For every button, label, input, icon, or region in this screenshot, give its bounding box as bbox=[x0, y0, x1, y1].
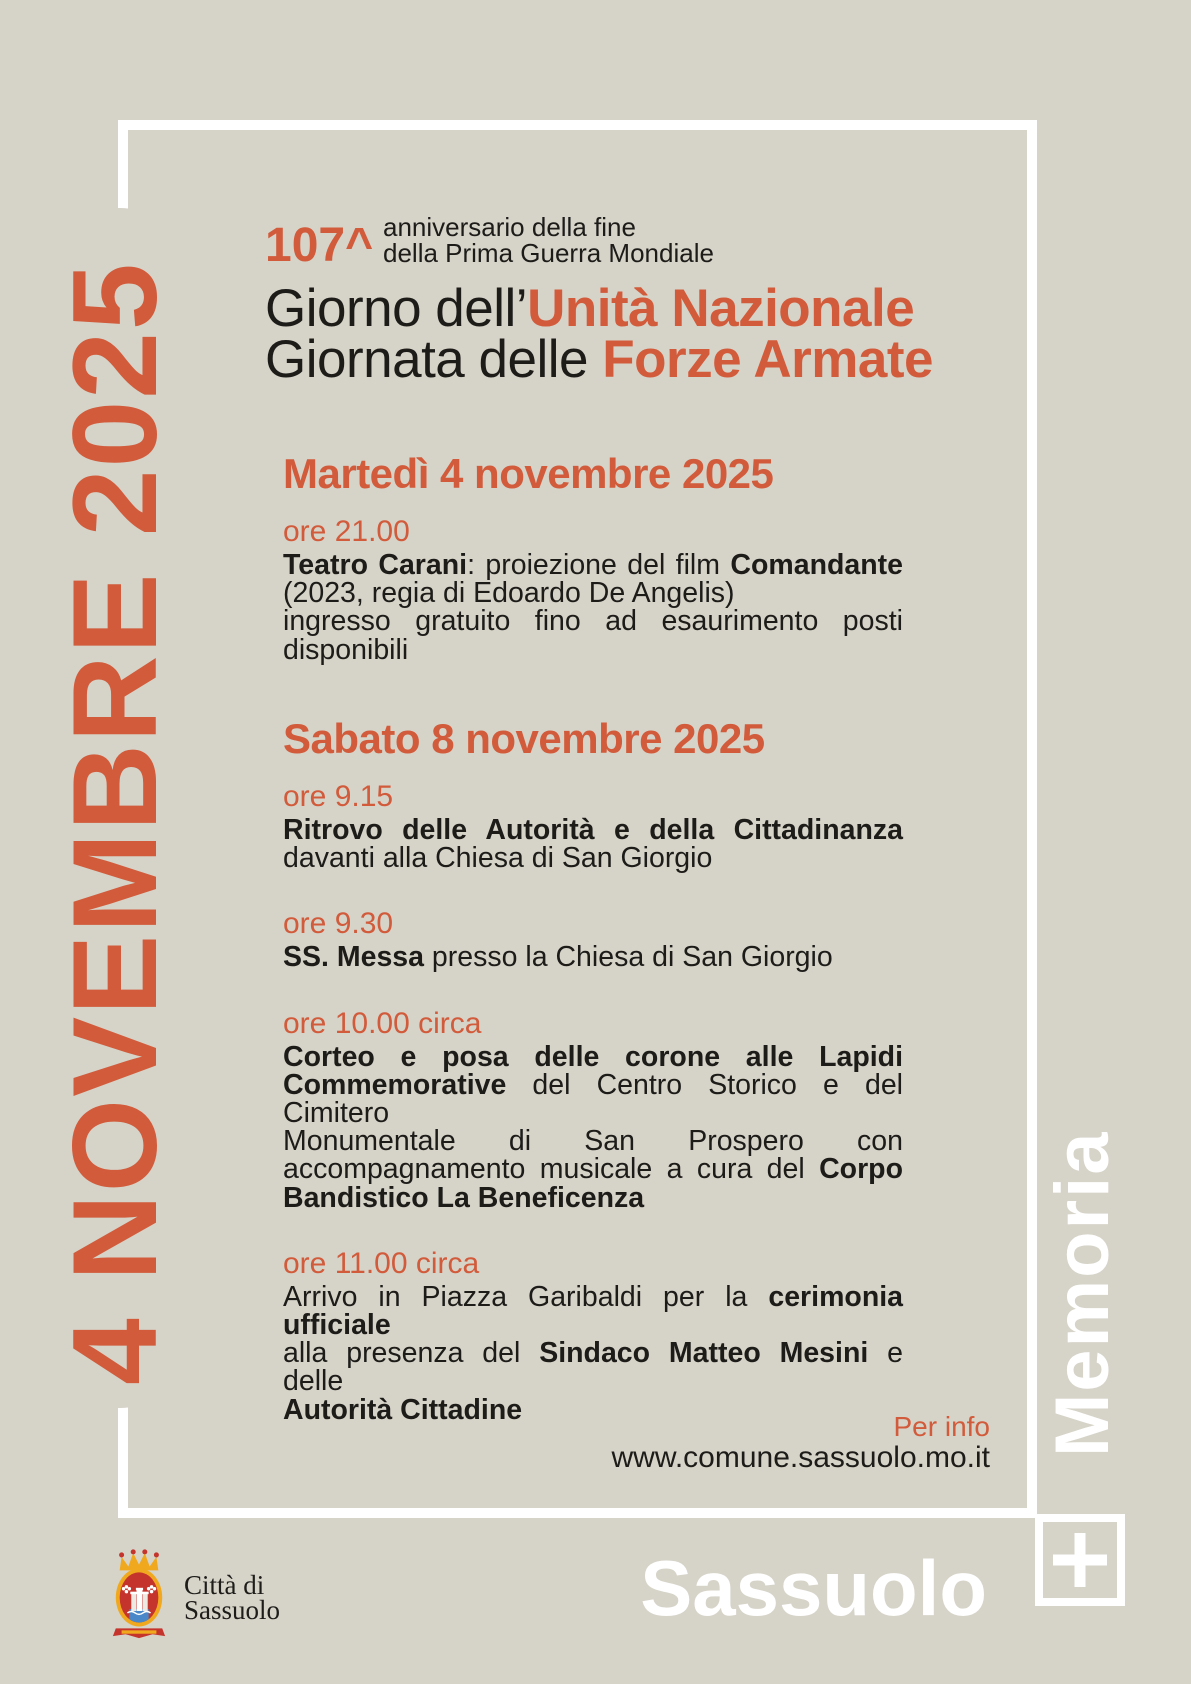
event-description-line: ingresso gratuito fino ad esaurimento posti bbox=[283, 605, 903, 638]
event-description-line: (2023, regia di Edoardo De Angelis) bbox=[283, 577, 735, 610]
event bbox=[283, 516, 903, 664]
event-description-line: Corteo e posa delle corone alle Lapidi bbox=[283, 1040, 903, 1073]
event-time: ore 10.00 circa bbox=[283, 1006, 482, 1040]
event-description-line: Bandistico La Beneficenza bbox=[283, 1181, 645, 1214]
event-description-line: Commemorative del Centro Storico e del Cimitero bbox=[283, 1068, 903, 1130]
title1-bold: Unità Nazionale bbox=[527, 279, 915, 338]
anniversary-number: 107^ bbox=[265, 219, 374, 272]
city-logo-line2: Sassuolo bbox=[184, 1595, 281, 1625]
day-section bbox=[283, 452, 903, 664]
event-description-line: SS. Messa presso la Chiesa di San Giorgio bbox=[283, 941, 833, 974]
event bbox=[283, 1248, 903, 1424]
title1-regular: Giorno dell’ bbox=[265, 279, 528, 338]
day-section bbox=[283, 717, 903, 1424]
anniversary-subtitle-line2: della Prima Guerra Mondiale bbox=[383, 237, 714, 268]
city-name: Sassuolo bbox=[640, 1544, 987, 1632]
event-description-line: alla presenza del Sindaco Matteo Mesini e delle bbox=[283, 1337, 903, 1398]
city-logo-text bbox=[184, 1570, 281, 1625]
event-description-line: Monumentale di San Prospero con bbox=[283, 1125, 903, 1158]
event-description-line: Ritrovo delle Autorità e della Cittadinanza bbox=[283, 814, 903, 846]
event-description-line: disponibili bbox=[283, 633, 409, 666]
event bbox=[283, 907, 903, 974]
event-description-line: Teatro Carani: proiezione del film Comandante bbox=[283, 549, 904, 581]
title2-regular: Giornata delle bbox=[265, 330, 603, 389]
day-heading: Martedì 4 novembre 2025 bbox=[283, 450, 774, 497]
city-crest-icon bbox=[110, 1549, 168, 1644]
side-banner-date: 4 NOVEMBRE 2025 bbox=[48, 261, 182, 1385]
event-description-line: Autorità Cittadine bbox=[283, 1393, 523, 1426]
event-time: ore 11.00 circa bbox=[283, 1246, 480, 1280]
footer-info bbox=[590, 1412, 990, 1474]
event bbox=[283, 780, 903, 875]
event-time: ore 21.00 bbox=[283, 515, 410, 548]
day-heading: Sabato 8 novembre 2025 bbox=[283, 715, 765, 762]
poster-title-line2 bbox=[265, 330, 933, 389]
event-description-line: davanti alla Chiesa di San Giorgio bbox=[283, 842, 713, 875]
event-time: ore 9.30 bbox=[283, 907, 394, 941]
title2-bold: Forze Armate bbox=[602, 330, 933, 389]
anniversary-subtitle bbox=[383, 212, 714, 268]
anniversary-subtitle-line1: anniversario della fine bbox=[383, 212, 636, 242]
website-url: www.comune.sassuolo.mo.it bbox=[611, 1441, 990, 1474]
plus-icon bbox=[1035, 1514, 1125, 1606]
event-description-line: Arrivo in Piazza Garibaldi per la cerimonia ufficiale bbox=[283, 1280, 903, 1342]
per-info-label: Per info bbox=[893, 1411, 990, 1442]
event-time: ore 9.15 bbox=[283, 780, 394, 813]
memoria-vertical-label: Memoria bbox=[1040, 1130, 1125, 1457]
event-description-line: accompagnamento musicale a cura del Corpo bbox=[283, 1153, 903, 1186]
city-logo-line1: Città di bbox=[184, 1570, 265, 1600]
city-logo bbox=[110, 1549, 280, 1644]
poster-title-line1 bbox=[265, 279, 915, 338]
event bbox=[283, 1008, 903, 1212]
